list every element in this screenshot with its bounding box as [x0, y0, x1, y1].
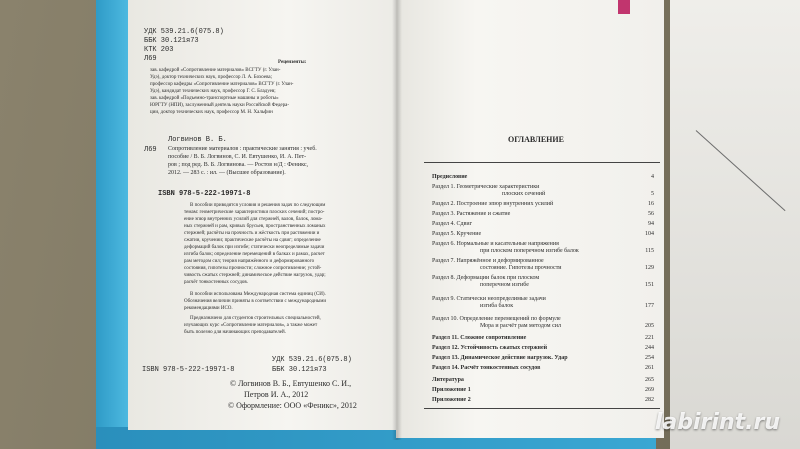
toc-label: Раздел 7. Напряжённое и деформированное [432, 258, 544, 264]
toc-label: Раздел 10. Определение перемещений по формуле [432, 316, 561, 322]
udk-bottom: УДК 539.21.6(075.8) [272, 356, 352, 364]
book-gutter [392, 0, 402, 440]
reviewer-line: Удэ), доктор технических наук, профессор Л. А. Бохоева; [150, 75, 272, 80]
toc-page: 129 [645, 265, 654, 271]
toc-label-cont: Мора и расчёт рам методом сил [480, 323, 561, 329]
bookmark-ribbon [618, 0, 630, 14]
annotation-line: В пособии использована Международная система единиц (СИ). [190, 292, 326, 297]
toc-label: Раздел 5. Кручение [432, 231, 482, 237]
toc-label: Раздел 8. Деформации балок при плоском [432, 275, 540, 281]
toc-label: Раздел 9. Статически неопределимые задачи [432, 296, 546, 302]
reviewer-line: зав. кафедрой «Подъемно-транспортные машины и роботы» [150, 96, 279, 101]
copyright-line: © Логвинов В. Б., Евтушенко С. И., [230, 379, 352, 388]
toc-label: Раздел 11. Сложное сопротивление [432, 335, 527, 341]
toc-page: 177 [645, 303, 654, 309]
bib-line: ров ; под ред. В. Б. Логвинова. — Ростов н/Д : Феникс, [168, 162, 308, 168]
reviewer-line: профессор кафедры «Сопротивление материалов» ВСГТУ (г. Улан- [150, 82, 294, 87]
toc-page: 94 [648, 221, 654, 227]
toc-page: 282 [645, 397, 654, 403]
annotation-line: изучающих курс «Сопротивление материалов», а также может [184, 323, 318, 328]
toc-page: 16 [648, 201, 654, 207]
left-page [128, 0, 396, 430]
toc-page: 205 [645, 323, 654, 329]
background-paper [670, 0, 800, 449]
catalog-code: Л69 [144, 55, 157, 63]
toc-label: Раздел 1. Геометрические характеристики [432, 184, 540, 190]
toc-label: Литература [432, 377, 464, 383]
annotation-line: расчёт тонкостенных сосудов. [184, 280, 249, 285]
annotation-line: рекомендациями ИСО. [184, 306, 233, 311]
toc-label: Раздел 3. Растяжение и сжатие [432, 211, 511, 217]
isbn-top: ISBN 978-5-222-19971-8 [158, 190, 251, 198]
ktk-code: КТК 203 [144, 46, 174, 54]
reviewer-line: ции, доктор технических наук, профессор М. Н. Хальфин [150, 110, 273, 115]
annotation-line: В пособии приводятся условия и решения задач по следующим [190, 203, 326, 208]
watermark: labirint.ru [654, 410, 780, 435]
toc-page: 261 [645, 365, 654, 371]
reviewer-line: ЮРГТУ (НПИ), заслуженный деятель науки Российской Федера- [150, 103, 290, 108]
isbn-bottom: ISBN 978-5-222-19971-8 [142, 366, 235, 374]
reviewer-line: зав. кафедрой «Сопротивление материалов» ВСГТУ (г. Улан- [150, 68, 281, 73]
annotation-line: чивость сжатых стержней; динамическое действие нагрузок, удар; [184, 273, 326, 278]
toc-page: 265 [645, 377, 654, 383]
annotation-line: ение эпюр внутренних усилий для стержней, валов, балок, лома- [184, 217, 323, 222]
toc-page: 4 [651, 174, 654, 180]
toc-label: Раздел 12. Устойчивость сжатых стержней [432, 345, 548, 351]
annotation-line: быть полезно для начинающих преподавателей. [184, 330, 286, 335]
toc-page: 244 [645, 345, 654, 351]
toc-label: Приложение 2 [432, 397, 471, 403]
toc-label: Раздел 14. Расчёт тонкостенных сосудов [432, 365, 541, 371]
toc-title: ОГЛАВЛЕНИЕ [508, 135, 564, 144]
toc-label: Раздел 6. Нормальные и касательные напряжения [432, 241, 559, 247]
annotation-line: темам: геометрические характеристики плоских сечений; постро- [184, 210, 325, 215]
annotation-line: деформаций балок при изгибе; статически неопределимые задачи [184, 245, 325, 250]
right-page [396, 0, 664, 438]
bbk-bottom: ББК 30.121я73 [272, 366, 327, 374]
author-name: Логвинов В. Б. [168, 136, 227, 144]
toc-page: 254 [645, 355, 654, 361]
toc-label: Раздел 4. Сдвиг [432, 221, 473, 227]
toc-label-cont: при плоском поперечном изгибе балок [480, 248, 579, 254]
toc-label-cont: поперечном изгибе [480, 282, 529, 288]
toc-label-cont: состояние. Гипотезы прочности [480, 265, 562, 271]
toc-label-cont: изгиба балок [480, 303, 514, 309]
toc-page: 56 [648, 211, 654, 217]
copyright-line: © Оформление: ООО «Феникс», 2012 [228, 401, 357, 410]
toc-bottom-rule [424, 408, 660, 409]
toc-label: Раздел 2. Построение эпюр внутренних усилий [432, 201, 554, 207]
annotation-line: состояния, гипотезы прочности; сложное сопротивление; устой- [184, 266, 322, 271]
annotation-line: стержней; расчёты на прочность и жёсткость при растяжении и [184, 231, 320, 236]
toc-page: 104 [645, 231, 654, 237]
bib-line: Сопротивление материалов : практические занятия : учеб. [168, 146, 317, 152]
reviewers-title: Рецензенты: [278, 60, 307, 65]
annotation-line: ных стержней и рам, кривых брусьев, пространственных ломаных [184, 224, 326, 229]
bbk-top: ББК 30.121я73 [144, 37, 199, 45]
toc-label: Предисловие [432, 174, 468, 180]
annotation-line: изгиба балок; определение перемещений в балках и рамах, расчет [184, 252, 325, 257]
udk-top: УДК 539.21.6(075.8) [144, 28, 224, 36]
bib-line: 2012. — 283 с. : ил. — (Высшее образование). [168, 170, 286, 176]
toc-top-rule [424, 162, 660, 163]
toc-label-cont: плоских сечений [502, 191, 546, 197]
copyright-line: Петров И. А., 2012 [244, 390, 309, 399]
reviewer-line: Удэ), кандидат технических наук, профессор Г. С. Бладуев; [150, 89, 276, 94]
annotation-line: Предназначено для студентов строительных специальностей, [190, 316, 321, 321]
bib-line: пособие / В. Б. Логвинов, С. И. Евтушенко, И. А. Пет- [168, 154, 307, 160]
annotation-line: рам методом сил; теория напряжённого и деформированного [184, 259, 315, 264]
annotation-line: сжатии, кручении; практические расчёты на сдвиг; определение [184, 238, 321, 243]
toc-page: 151 [645, 282, 654, 288]
toc-page: 115 [645, 248, 654, 254]
toc-label: Раздел 13. Динамическое действие нагрузок. Удар [432, 355, 568, 361]
toc-page: 221 [645, 335, 654, 341]
toc-page: 5 [651, 191, 654, 197]
annotation-line: Обозначения величин приняты в соответствии с международными [184, 299, 327, 304]
toc-page: 269 [645, 387, 654, 393]
toc-label: Приложение 1 [432, 387, 471, 393]
catalog-code-2: Л69 [144, 146, 157, 154]
